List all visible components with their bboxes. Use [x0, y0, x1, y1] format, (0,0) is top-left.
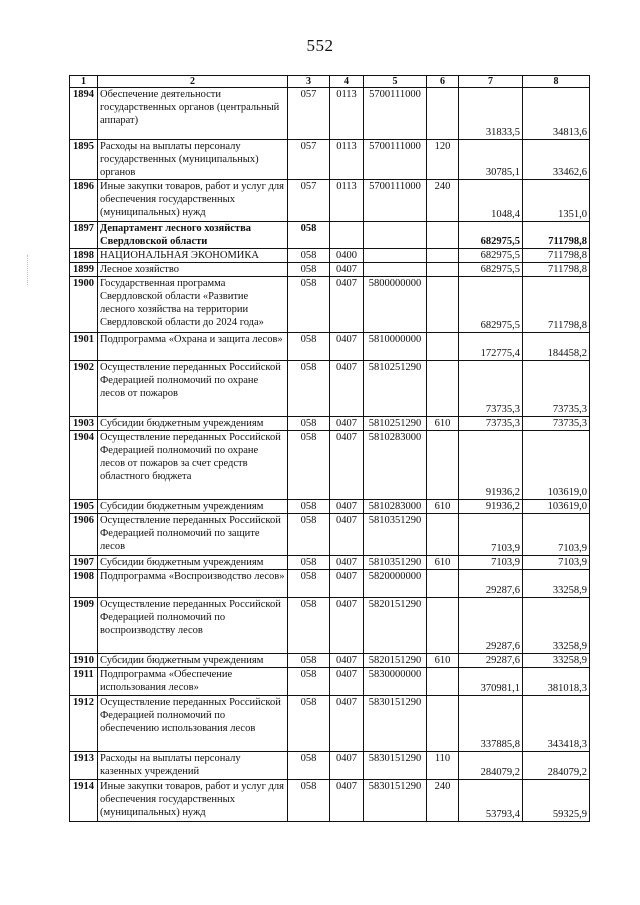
target-article-code: 5830000000 — [364, 668, 427, 696]
column-header: 7 — [459, 76, 523, 88]
ministry-code: 058 — [288, 277, 330, 333]
row-number: 1907 — [70, 556, 98, 570]
row-name: Департамент лесного хозяйства Свердловской области — [98, 222, 288, 249]
row-name: Осуществление переданных Российской Федерацией полномочий по обеспечению использования лесов — [98, 696, 288, 752]
ministry-code: 058 — [288, 752, 330, 780]
ministry-code: 058 — [288, 556, 330, 570]
page-number: 552 — [306, 36, 334, 55]
expense-type-code: 610 — [427, 500, 459, 514]
amount-year-2: 711798,8 — [523, 222, 590, 249]
expense-type-code: 610 — [427, 654, 459, 668]
section-code: 0113 — [330, 88, 364, 140]
scan-edge-mark — [27, 255, 29, 285]
amount-year-1: 29287,6 — [459, 598, 523, 654]
ministry-code: 058 — [288, 500, 330, 514]
expense-type-code: 120 — [427, 140, 459, 180]
amount-year-2: 59325,9 — [523, 780, 590, 822]
expense-type-code: 240 — [427, 780, 459, 822]
expense-type-code — [427, 514, 459, 556]
target-article-code: 5820000000 — [364, 570, 427, 598]
amount-year-2: 343418,3 — [523, 696, 590, 752]
row-number: 1895 — [70, 140, 98, 180]
amount-year-1: 682975,5 — [459, 263, 523, 277]
target-article-code: 5820151290 — [364, 598, 427, 654]
table-body — [70, 88, 590, 822]
expense-type-code: 110 — [427, 752, 459, 780]
row-number: 1910 — [70, 654, 98, 668]
column-header: 6 — [427, 76, 459, 88]
row-number: 1914 — [70, 780, 98, 822]
row-name: Расходы на выплаты персоналу государственных (муниципальных) органов — [98, 140, 288, 180]
row-name: Осуществление переданных Российской Федерацией полномочий по охране лесов от пожаров за счет средств областного бюджета — [98, 431, 288, 500]
target-article-code: 5830151290 — [364, 752, 427, 780]
target-article-code: 5830151290 — [364, 780, 427, 822]
expense-type-code — [427, 598, 459, 654]
section-code: 0407 — [330, 514, 364, 556]
expense-type-code: 610 — [427, 417, 459, 431]
expense-type-code: 610 — [427, 556, 459, 570]
target-article-code: 5810251290 — [364, 417, 427, 431]
ministry-code: 058 — [288, 431, 330, 500]
amount-year-2: 1351,0 — [523, 180, 590, 222]
row-number: 1912 — [70, 696, 98, 752]
table-row — [70, 277, 590, 333]
table-row — [70, 500, 590, 514]
expense-type-code: 240 — [427, 180, 459, 222]
row-number: 1898 — [70, 249, 98, 263]
amount-year-2: 103619,0 — [523, 500, 590, 514]
ministry-code: 057 — [288, 140, 330, 180]
expense-type-code — [427, 263, 459, 277]
section-code: 0407 — [330, 696, 364, 752]
row-number: 1903 — [70, 417, 98, 431]
ministry-code: 058 — [288, 222, 330, 249]
table-row — [70, 140, 590, 180]
row-number: 1908 — [70, 570, 98, 598]
column-header: 3 — [288, 76, 330, 88]
section-code: 0407 — [330, 431, 364, 500]
ministry-code: 058 — [288, 333, 330, 361]
table-row — [70, 431, 590, 500]
row-name: Расходы на выплаты персоналу казенных учреждений — [98, 752, 288, 780]
target-article-code: 5810351290 — [364, 514, 427, 556]
amount-year-1: 53793,4 — [459, 780, 523, 822]
section-code: 0113 — [330, 140, 364, 180]
expense-type-code — [427, 361, 459, 417]
section-code: 0407 — [330, 752, 364, 780]
row-number: 1899 — [70, 263, 98, 277]
amount-year-1: 1048,4 — [459, 180, 523, 222]
amount-year-1: 172775,4 — [459, 333, 523, 361]
expense-type-code — [427, 696, 459, 752]
amount-year-1: 73735,3 — [459, 417, 523, 431]
amount-year-2: 711798,8 — [523, 263, 590, 277]
ministry-code: 058 — [288, 696, 330, 752]
target-article-code: 5810351290 — [364, 556, 427, 570]
row-name: Осуществление переданных Российской Федерацией полномочий по защите лесов — [98, 514, 288, 556]
amount-year-1: 29287,6 — [459, 570, 523, 598]
amount-year-2: 33258,9 — [523, 654, 590, 668]
table-row — [70, 417, 590, 431]
section-code: 0113 — [330, 180, 364, 222]
table-row — [70, 361, 590, 417]
table-row — [70, 556, 590, 570]
amount-year-1: 682975,5 — [459, 277, 523, 333]
row-name: Подпрограмма «Воспроизводство лесов» — [98, 570, 288, 598]
row-name: Субсидии бюджетным учреждениям — [98, 500, 288, 514]
ministry-code: 058 — [288, 654, 330, 668]
target-article-code: 5810251290 — [364, 361, 427, 417]
target-article-code: 5810000000 — [364, 333, 427, 361]
table-row — [70, 249, 590, 263]
row-number: 1913 — [70, 752, 98, 780]
row-name: Субсидии бюджетным учреждениям — [98, 417, 288, 431]
amount-year-1: 91936,2 — [459, 500, 523, 514]
expense-type-code — [427, 570, 459, 598]
section-code: 0407 — [330, 780, 364, 822]
target-article-code: 5820151290 — [364, 654, 427, 668]
table-row — [70, 598, 590, 654]
target-article-code: 5800000000 — [364, 277, 427, 333]
ministry-code: 058 — [288, 361, 330, 417]
ministry-code: 058 — [288, 249, 330, 263]
amount-year-1: 91936,2 — [459, 431, 523, 500]
target-article-code — [364, 263, 427, 277]
column-header: 2 — [98, 76, 288, 88]
amount-year-2: 711798,8 — [523, 277, 590, 333]
expense-type-code — [427, 277, 459, 333]
amount-year-1: 682975,5 — [459, 222, 523, 249]
amount-year-2: 711798,8 — [523, 249, 590, 263]
target-article-code: 5810283000 — [364, 431, 427, 500]
ministry-code: 058 — [288, 668, 330, 696]
row-number: 1909 — [70, 598, 98, 654]
amount-year-1: 337885,8 — [459, 696, 523, 752]
section-code: 0407 — [330, 417, 364, 431]
section-code: 0407 — [330, 654, 364, 668]
amount-year-1: 7103,9 — [459, 556, 523, 570]
amount-year-1: 31833,5 — [459, 88, 523, 140]
row-number: 1911 — [70, 668, 98, 696]
amount-year-2: 184458,2 — [523, 333, 590, 361]
target-article-code: 5700111000 — [364, 88, 427, 140]
row-number: 1904 — [70, 431, 98, 500]
table-header-row — [70, 76, 590, 88]
section-code: 0407 — [330, 500, 364, 514]
section-code: 0407 — [330, 598, 364, 654]
amount-year-1: 29287,6 — [459, 654, 523, 668]
row-name: Подпрограмма «Охрана и защита лесов» — [98, 333, 288, 361]
section-code: 0407 — [330, 556, 364, 570]
target-article-code — [364, 249, 427, 263]
section-code: 0407 — [330, 570, 364, 598]
ministry-code: 058 — [288, 514, 330, 556]
row-name: Осуществление переданных Российской Федерацией полномочий по воспроизводству лесов — [98, 598, 288, 654]
row-name: Осуществление переданных Российской Федерацией полномочий по охране лесов от пожаров — [98, 361, 288, 417]
column-header: 5 — [364, 76, 427, 88]
ministry-code: 057 — [288, 180, 330, 222]
row-number: 1897 — [70, 222, 98, 249]
amount-year-1: 30785,1 — [459, 140, 523, 180]
column-header: 1 — [70, 76, 98, 88]
row-name: НАЦИОНАЛЬНАЯ ЭКОНОМИКА — [98, 249, 288, 263]
expense-type-code — [427, 222, 459, 249]
amount-year-2: 73735,3 — [523, 417, 590, 431]
amount-year-2: 34813,6 — [523, 88, 590, 140]
budget-table — [69, 75, 590, 822]
section-code — [330, 222, 364, 249]
section-code: 0407 — [330, 277, 364, 333]
amount-year-2: 33258,9 — [523, 598, 590, 654]
amount-year-1: 370981,1 — [459, 668, 523, 696]
ministry-code: 058 — [288, 417, 330, 431]
amount-year-1: 682975,5 — [459, 249, 523, 263]
row-number: 1906 — [70, 514, 98, 556]
target-article-code: 5810283000 — [364, 500, 427, 514]
row-name: Субсидии бюджетным учреждениям — [98, 654, 288, 668]
row-name: Государственная программа Свердловской области «Развитие лесного хозяйства на территории Свердловской области до 2024 года» — [98, 277, 288, 333]
amount-year-2: 103619,0 — [523, 431, 590, 500]
ministry-code: 058 — [288, 570, 330, 598]
expense-type-code — [427, 249, 459, 263]
expense-type-code — [427, 668, 459, 696]
expense-type-code — [427, 333, 459, 361]
table-row — [70, 88, 590, 140]
ministry-code: 058 — [288, 263, 330, 277]
table-row — [70, 780, 590, 822]
section-code: 0400 — [330, 249, 364, 263]
section-code: 0407 — [330, 668, 364, 696]
ministry-code: 057 — [288, 88, 330, 140]
target-article-code: 5700111000 — [364, 140, 427, 180]
ministry-code: 058 — [288, 780, 330, 822]
table-row — [70, 514, 590, 556]
row-name: Обеспечение деятельности государственных органов (центральный аппарат) — [98, 88, 288, 140]
section-code: 0407 — [330, 333, 364, 361]
expense-type-code — [427, 431, 459, 500]
amount-year-1: 73735,3 — [459, 361, 523, 417]
column-header: 4 — [330, 76, 364, 88]
amount-year-2: 33258,9 — [523, 570, 590, 598]
section-code: 0407 — [330, 263, 364, 277]
row-name: Субсидии бюджетным учреждениям — [98, 556, 288, 570]
row-number: 1902 — [70, 361, 98, 417]
amount-year-2: 33462,6 — [523, 140, 590, 180]
amount-year-2: 381018,3 — [523, 668, 590, 696]
column-header: 8 — [523, 76, 590, 88]
amount-year-1: 284079,2 — [459, 752, 523, 780]
table-row — [70, 696, 590, 752]
section-code: 0407 — [330, 361, 364, 417]
table-row — [70, 333, 590, 361]
row-number: 1894 — [70, 88, 98, 140]
row-name: Лесное хозяйство — [98, 263, 288, 277]
target-article-code: 5830151290 — [364, 696, 427, 752]
table-row — [70, 570, 590, 598]
table-row — [70, 752, 590, 780]
table-row — [70, 654, 590, 668]
row-number: 1905 — [70, 500, 98, 514]
table-row — [70, 180, 590, 222]
row-name: Подпрограмма «Обеспечение использования лесов» — [98, 668, 288, 696]
expense-type-code — [427, 88, 459, 140]
table-row — [70, 668, 590, 696]
ministry-code: 058 — [288, 598, 330, 654]
row-number: 1901 — [70, 333, 98, 361]
table-row — [70, 263, 590, 277]
table-row — [70, 222, 590, 249]
amount-year-2: 7103,9 — [523, 514, 590, 556]
target-article-code — [364, 222, 427, 249]
row-name: Иные закупки товаров, работ и услуг для обеспечения государственных (муниципальных) нужд — [98, 180, 288, 222]
row-number: 1896 — [70, 180, 98, 222]
amount-year-1: 7103,9 — [459, 514, 523, 556]
row-number: 1900 — [70, 277, 98, 333]
amount-year-2: 7103,9 — [523, 556, 590, 570]
amount-year-2: 284079,2 — [523, 752, 590, 780]
amount-year-2: 73735,3 — [523, 361, 590, 417]
target-article-code: 5700111000 — [364, 180, 427, 222]
row-name: Иные закупки товаров, работ и услуг для обеспечения государственных (муниципальных) нужд — [98, 780, 288, 822]
